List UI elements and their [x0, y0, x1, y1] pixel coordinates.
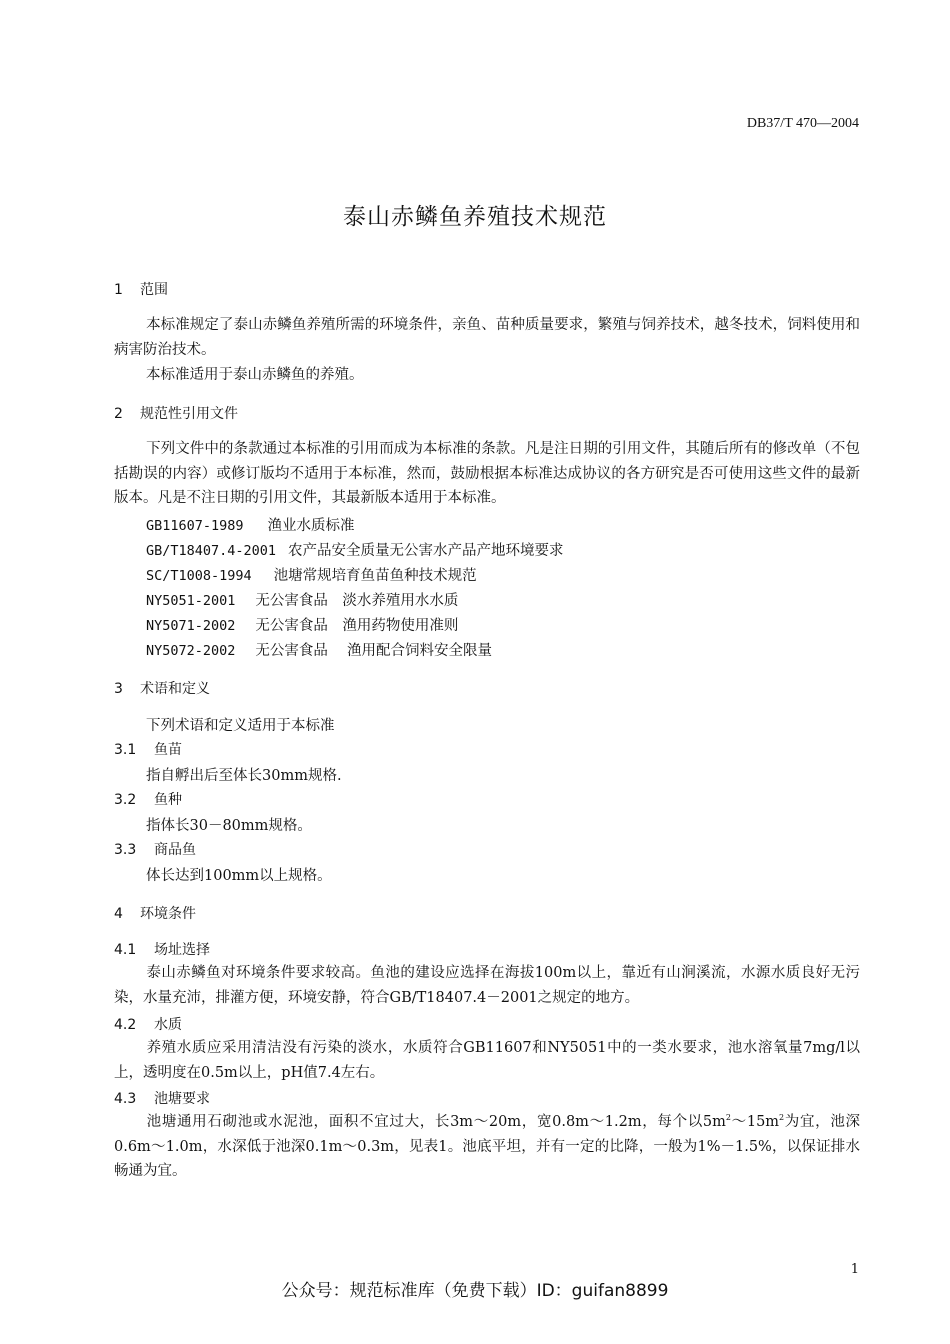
- section-number: 1: [114, 282, 123, 298]
- reference-item: NY5072-2002 无公害食品 渔用配合饲料安全限量: [146, 643, 493, 659]
- subsection-4-3-text: 池塘通用石砌池或水泥池，面积不宜过大，长3m～20m，宽0.8m～1.2m，每个以$5m^2\sim 15m^2$为宜，池深0.6m～1.0m，水深低于池深0.1m～0.3m，见表1。池底平坦，并有一定的比降，一般为1%－1.5%，以保证排水畅通为宜。: [114, 1113, 860, 1179]
- term-definition: 指自孵出后至体长30mm规格.: [146, 768, 342, 784]
- reference-item: NY5051-2001 无公害食品 淡水养殖用水水质: [146, 593, 459, 609]
- term-definition: 指体长30－80mm规格。: [146, 818, 312, 834]
- reference-item: GB11607-1989 渔业水质标准: [146, 518, 355, 534]
- term-definition: 体长达到100mm以上规格。: [146, 868, 332, 884]
- section-1-paragraph-1: 本标准规定了泰山赤鳞鱼养殖所需的环境条件，亲鱼、苗种质量要求，繁殖与饲养技术，越冬技术，饲料使用和病害防治技术。: [114, 317, 860, 358]
- term-heading: 3.1 鱼苗: [114, 742, 182, 758]
- standard-code: DB37/T 470—2004: [746, 116, 859, 131]
- subsection-4-1-text: 泰山赤鳞鱼对环境条件要求较高。鱼池的建设应选择在海拔100m以上，靠近有山涧溪流，水源水质良好无污染，水量充沛，排灌方便，环境安静，符合GB/T18407.4－2001之规定的地方。: [114, 965, 860, 1006]
- subsection-4-2-heading: 4.2 水质: [114, 1017, 182, 1033]
- section-title: 范围: [140, 282, 168, 298]
- subsection-4-1-heading: 4.1 场址选择: [114, 942, 210, 958]
- section-number: 4: [114, 906, 123, 922]
- section-number: 3: [114, 681, 123, 697]
- term-heading: 3.2 鱼种: [114, 792, 182, 808]
- reference-item: NY5071-2002 无公害食品 渔用药物使用准则: [146, 618, 459, 634]
- section-title: 规范性引用文件: [140, 406, 238, 422]
- subsection-4-3-heading: 4.3 池塘要求: [114, 1091, 210, 1107]
- section-2-paragraph: 下列文件中的条款通过本标准的引用而成为本标准的条款。凡是注日期的引用文件，其随后所有的修改单（不包括勘误的内容）或修订版均不适用于本标准，然而，鼓励根据本标准达成协议的各方研究是否可使用这些文件的最新版本。凡是不注日期的引用文件，其最新版本适用于本标准。: [114, 441, 860, 506]
- section-title: 环境条件: [140, 906, 196, 922]
- page-number: 1: [850, 1262, 859, 1277]
- section-number: 2: [114, 406, 123, 422]
- section-3-heading: [114, 678, 210, 698]
- document-title: 泰山赤鳞鱼养殖技术规范: [343, 204, 607, 230]
- footer-watermark: 公众号：规范标准库（免费下载）ID：guifan8899: [281, 1281, 669, 1301]
- section-2-heading: [114, 403, 238, 423]
- reference-item: GB/T18407.4-2001 农产品安全质量无公害水产品产地环境要求: [146, 543, 564, 559]
- section-4-heading: [114, 903, 196, 923]
- section-1-paragraph-2: 本标准适用于泰山赤鳞鱼的养殖。: [146, 367, 364, 383]
- subsection-4-2-text: 养殖水质应采用清洁没有污染的淡水，水质符合GB11607和NY5051中的一类水要求，池水溶氧量7mg/l以上，透明度在0.5m以上，pH值7.4左右。: [114, 1040, 860, 1081]
- section-1-heading: [114, 279, 168, 299]
- term-heading: 3.3 商品鱼: [114, 842, 196, 858]
- section-title: 术语和定义: [140, 681, 210, 697]
- section-3-intro: 下列术语和定义适用于本标准: [146, 718, 335, 734]
- reference-item: SC/T1008-1994 池塘常规培育鱼苗鱼种技术规范: [146, 568, 477, 584]
